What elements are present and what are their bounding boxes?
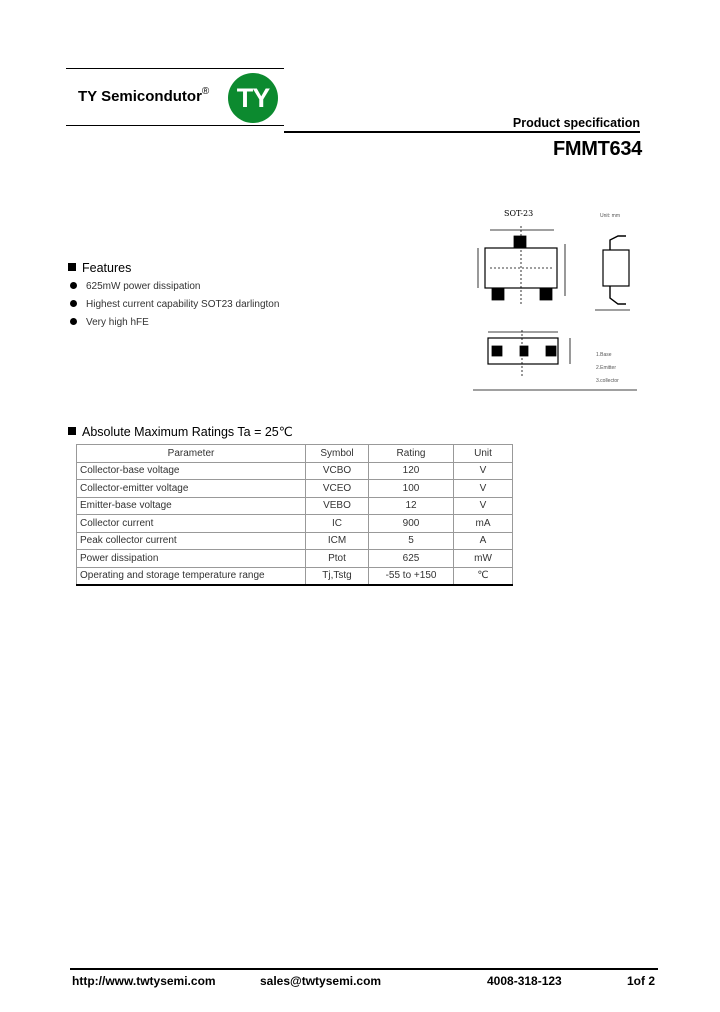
round-bullet-icon [70,300,77,307]
pin-label-1: 1.Base [596,352,612,358]
pin-label-3: 3.collector [596,378,619,384]
logo-text: TY [236,82,270,113]
table-row [77,480,513,498]
cell-symbol: VCEO [306,480,369,498]
cell-parameter: Power dissipation [77,550,306,568]
cell-parameter: Peak collector current [77,532,306,550]
cell-parameter: Operating and storage temperature range [77,567,306,585]
footer-email[interactable]: sales@twtysemi.com [260,974,382,988]
cell-rating: 120 [369,462,454,480]
col-symbol: Symbol [306,445,369,463]
cell-unit: mA [454,515,513,533]
product-spec-label: Product specification [512,116,640,130]
ratings-title: Absolute Maximum Ratings Ta = 25℃ [82,425,293,439]
cell-parameter: Collector current [77,515,306,533]
cell-symbol: Tj,Tstg [306,567,369,585]
cell-rating: -55 to +150 [369,567,454,585]
square-bullet-icon [68,427,76,435]
feature-item [70,299,279,310]
cell-parameter: Collector-base voltage [77,462,306,480]
feature-text: Highest current capability SOT23 darlington [86,299,280,310]
ratings-heading [68,424,293,439]
table-row [77,462,513,480]
cell-rating: 100 [369,480,454,498]
cell-rating: 900 [369,515,454,533]
feature-item [70,317,149,328]
package-name: SOT-23 [504,209,534,218]
feature-text: Very high hFE [86,317,149,328]
cell-parameter: Emitter-base voltage [77,497,306,515]
col-parameter: Parameter [77,445,306,463]
footer-rule [70,968,658,970]
cell-rating: 12 [369,497,454,515]
package-unit-label: Unit: mm [600,213,620,219]
header-main-rule [284,131,640,133]
cell-symbol: Ptot [306,550,369,568]
feature-item [70,281,201,292]
brand-name [78,88,209,105]
cell-symbol: ICM [306,532,369,550]
footer-website[interactable]: http://www.twtysemi.com [72,974,216,988]
sot23-package-drawing [470,206,640,391]
cell-parameter: Collector-emitter voltage [77,480,306,498]
feature-text: 625mW power dissipation [86,281,201,292]
cell-unit: A [454,532,513,550]
cell-symbol: VEBO [306,497,369,515]
table-header-row [77,445,513,463]
col-rating: Rating [369,445,454,463]
cell-rating: 5 [369,532,454,550]
cell-unit: V [454,497,513,515]
pin-label-2: 2.Emitter [596,365,617,371]
round-bullet-icon [70,282,77,289]
round-bullet-icon [70,318,77,325]
ratings-table [76,444,513,586]
cell-unit: V [454,480,513,498]
cell-unit: V [454,462,513,480]
table-row [77,497,513,515]
footer-phone: 4008-318-123 [487,974,562,988]
features-heading [68,261,131,275]
square-bullet-icon [68,263,76,271]
table-row [77,532,513,550]
table-row [77,515,513,533]
header-brand-rule [66,125,284,126]
col-unit: Unit [454,445,513,463]
table-row [77,567,513,585]
header-top-rule [66,68,284,69]
part-number: FMMT634 [552,138,642,160]
registered-mark: ® [201,86,210,97]
cell-symbol: IC [306,515,369,533]
table-row [77,550,513,568]
cell-unit: ℃ [454,567,513,585]
brand-text: TY Semicondutor [78,88,202,105]
ty-logo [228,73,278,123]
cell-rating: 625 [369,550,454,568]
features-title: Features [82,261,132,275]
cell-unit: mW [454,550,513,568]
footer-page-number: 1of 2 [627,974,656,988]
cell-symbol: VCBO [306,462,369,480]
